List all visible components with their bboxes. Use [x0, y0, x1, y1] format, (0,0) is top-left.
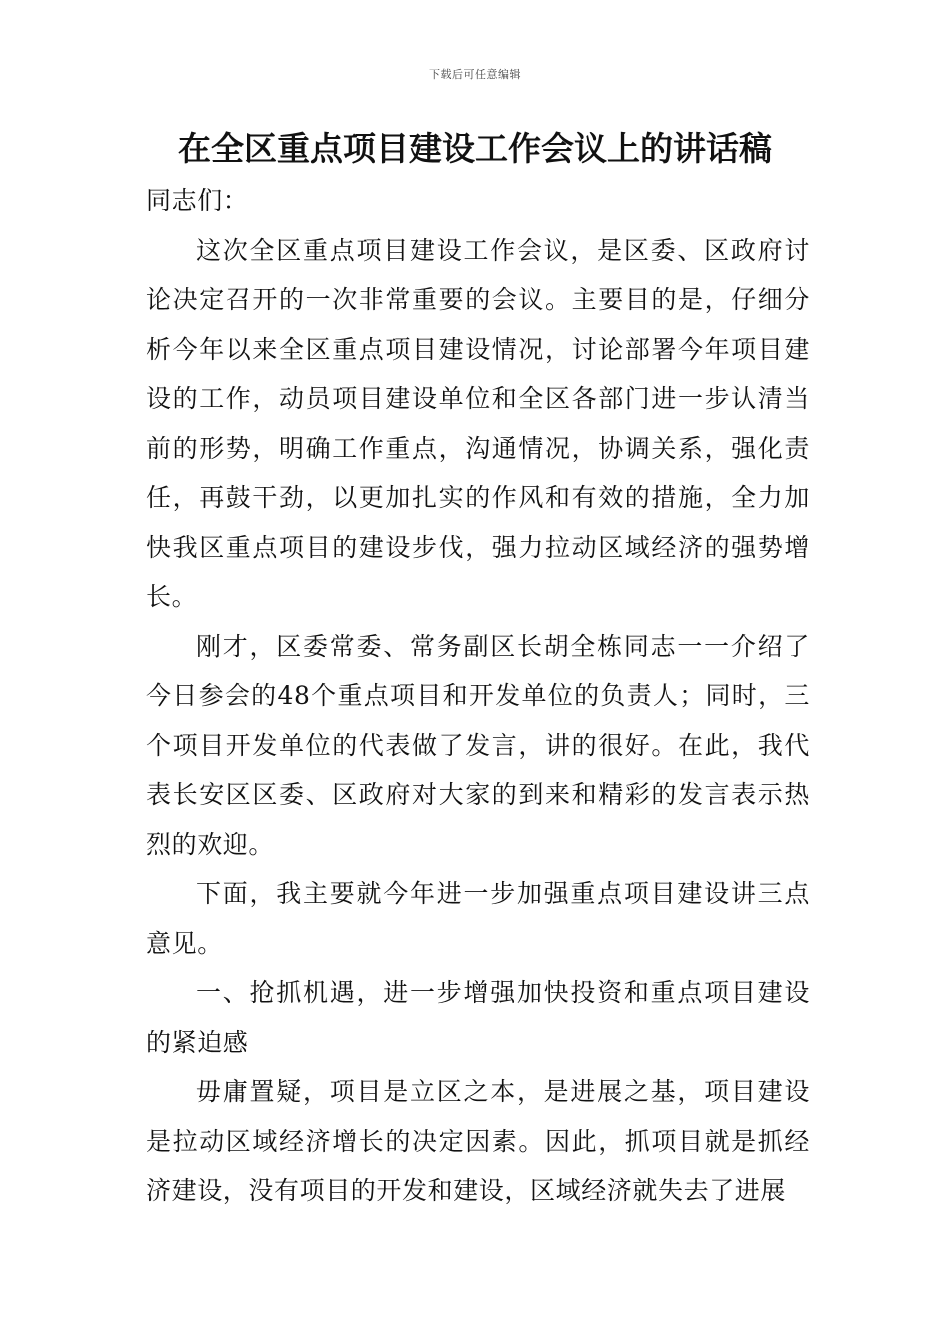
paragraph-outline: 下面，我主要就今年进一步加强重点项目建设讲三点意见。	[146, 879, 810, 958]
paragraph-intro: 这次全区重点项目建设工作会议，是区委、区政府讨论决定召开的一次非常重要的会议。主要目的是，仔细分析今年以来全区重点项目建设情况，讨论部署今年项目建设的工作，动员项目建设单位和全区各部门进一步认清当前的形势，明确工作重点，沟通情况，协调关系，强化责任，再鼓干劲，以更加扎实的作风和有效的措施，全力加快我区重点项目的建设步伐，强力拉动区域经济的强势增长。	[146, 235, 810, 611]
document-body	[146, 176, 810, 1216]
paragraph-section-1: 毋庸置疑，项目是立区之本，是进展之基，项目建设是拉动区域经济增长的决定因素。因此，抓项目就是抓经济建设，没有项目的开发和建设，区域经济就失去了进展	[146, 1077, 810, 1205]
header-note: 下载后可任意编辑	[429, 68, 521, 81]
section-heading-1: 一、抢抓机遇，进一步增强加快投资和重点项目建设的紧迫感	[146, 978, 810, 1057]
salutation: 同志们：	[146, 186, 249, 215]
paragraph-introductions: 刚才，区委常委、常务副区长胡全栋同志一一介绍了今日参会的48个重点项目和开发单位的负责人；同时，三个项目开发单位的代表做了发言，讲的很好。在此，我代表长安区区委、区政府对大家的到来和精彩的发言表示热烈的欢迎。	[146, 631, 810, 859]
document-title: 在全区重点项目建设工作会议上的讲话稿	[178, 129, 772, 168]
